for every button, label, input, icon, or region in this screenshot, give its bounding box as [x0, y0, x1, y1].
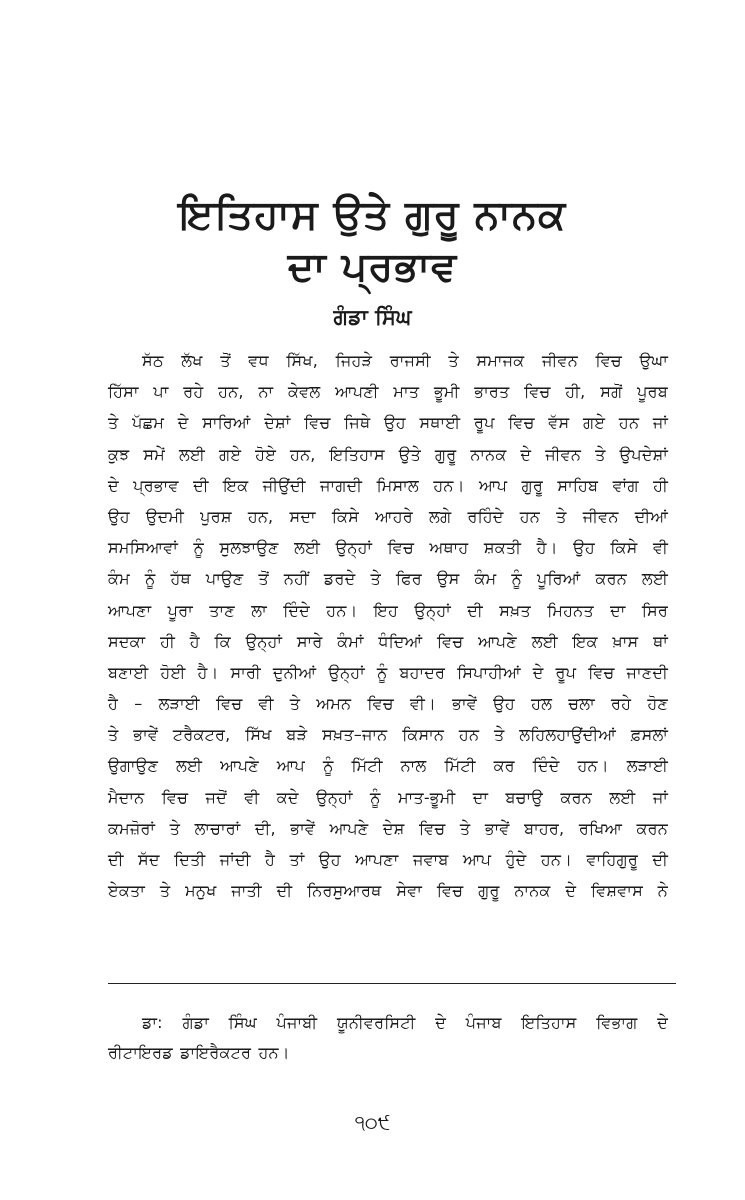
body-line: ਦੀ ਸੱਦ ਦਿਤੀ ਜਾਂਦੀ ਹੈ ਤਾਂ ਉਹ ਆਪਣਾ ਜਵਾਬ ਆਪ ਹੁੰਦੇ ਹਨ। ਵਾਹਿਗੁਰੂ ਦੀ — [108, 850, 668, 869]
footnote — [108, 1008, 668, 1068]
footnote-divider — [108, 983, 676, 984]
body-line: ਮੈਦਾਨ ਵਿਚ ਜਦੋਂ ਵੀ ਕਦੇ ਉਨ੍ਹਾਂ ਨੂੰ ਮਾਤ-ਭੂਮੀ ਦਾ ਬਚਾਉ ਕਰਨ ਲਈ ਜਾਂ — [108, 787, 668, 807]
body-line: ਦੇ ਪ੍ਰਭਾਵ ਦੀ ਇਕ ਜੀਉਂਦੀ ਜਾਗਦੀ ਮਿਸਾਲ ਹਨ। ਆਪ ਗੁਰੂ ਸਾਹਿਬ ਵਾਂਗ ਹੀ — [108, 475, 668, 495]
body-line: ਤੇ ਪੱਛਮ ਦੇ ਸਾਰਿਆਂ ਦੇਸ਼ਾਂ ਵਿਚ ਜਿਥੇ ਉਹ ਸਥਾਈ ਰੂਪ ਵਿਚ ਵੱਸ ਗਏ ਹਨ ਜਾਂ — [108, 413, 668, 433]
body-line: ਉਗਾਉਣ ਲਈ ਆਪਣੇ ਆਪ ਨੂੰ ਮਿੱਟੀ ਨਾਲ ਮਿੱਟੀ ਕਰ ਦਿੰਦੇ ਹਨ। ਲੜਾਈ — [108, 756, 668, 776]
body-line: ਕੁਝ ਸਮੇਂ ਲਈ ਗਏ ਹੋਏ ਹਨ, ਇਤਿਹਾਸ ਉਤੇ ਗੁਰੂ ਨਾਨਕ ਦੇ ਜੀਵਨ ਤੇ ਉਪਦੇਸ਼ਾਂ — [108, 444, 668, 464]
author-name: ਗੰਡਾ ਸਿੰਘ — [333, 305, 412, 329]
body-line: ਆਪਣਾ ਪੂਰਾ ਤਾਣ ਲਾ ਦਿੰਦੇ ਹਨ। ਇਹ ਉਨ੍ਹਾਂ ਦੀ ਸਖ਼ਤ ਮਿਹਨਤ ਦਾ ਸਿਰ — [108, 600, 668, 620]
body-line: ਉਹ ਉਦਮੀ ਪੁਰਸ਼ ਹਨ, ਸਦਾ ਕਿਸੇ ਆਹਰੇ ਲਗੇ ਰਹਿੰਦੇ ਹਨ ਤੇ ਜੀਵਨ ਦੀਆਂ — [108, 506, 668, 526]
body-line: ਸੱਠ ਲੱਖ ਤੋਂ ਵਧ ਸਿੱਖ, ਜਿਹੜੇ ਰਾਜਸੀ ਤੇ ਸਮਾਜਕ ਜੀਵਨ ਵਿਚ ਉਘਾ — [142, 351, 668, 370]
body-line: ਸਦਕਾ ਹੀ ਹੈ ਕਿ ਉਨ੍ਹਾਂ ਸਾਰੇ ਕੰਮਾਂ ਧੰਦਿਆਂ ਵਿਚ ਆਪਣੇ ਲਈ ਇਕ ਖ਼ਾਸ ਥਾਂ — [108, 631, 668, 651]
body-line: ਕੰਮ ਨੂੰ ਹੱਥ ਪਾਉਣ ਤੋਂ ਨਹੀਂ ਡਰਦੇ ਤੇ ਫਿਰ ਉਸ ਕੰਮ ਨੂੰ ਪੂਰਿਆਂ ਕਰਨ ਲਈ — [108, 569, 668, 589]
body-line: ਏਕਤਾ ਤੇ ਮਨੁਖ ਜਾਤੀ ਦੀ ਨਿਰਸੁਆਰਥ ਸੇਵਾ ਵਿਚ ਗੁਰੂ ਨਾਨਕ ਦੇ ਵਿਸ਼ਵਾਸ ਨੇ — [108, 881, 668, 901]
title-line-1: ਇਤਿਹਾਸ ਉਤੇ ਗੁਰੂ ਨਾਨਕ — [178, 192, 567, 238]
body-line: ਹੈ – ਲੜਾਈ ਵਿਚ ਵੀ ਤੇ ਅਮਨ ਵਿਚ ਵੀ। ਭਾਵੇਂ ਉਹ ਹਲ ਚਲਾ ਰਹੇ ਹੋਣ — [108, 694, 668, 714]
body-line: ਕਮਜ਼ੋਰਾਂ ਤੇ ਲਾਚਾਰਾਂ ਦੀ, ਭਾਵੇਂ ਆਪਣੇ ਦੇਸ਼ ਵਿਚ ਤੇ ਭਾਵੇਂ ਬਾਹਰ, ਰਖਿਆ ਕਰਨ — [108, 818, 668, 838]
body-line: ਬਣਾਈ ਹੋਈ ਹੈ। ਸਾਰੀ ਦੁਨੀਆਂ ਉਨ੍ਹਾਂ ਨੂੰ ਬਹਾਦਰ ਸਿਪਾਹੀਆਂ ਦੇ ਰੂਪ ਵਿਚ ਜਾਣਦੀ — [108, 662, 668, 682]
footnote-line: ਰੀਟਾਇਰਡ ਡਾਇਰੈਕਟਰ ਹਨ। — [108, 1043, 290, 1062]
body-line: ਤੇ ਭਾਵੇਂ ਟਰੈਕਟਰ, ਸਿੱਖ ਬੜੇ ਸਖ਼ਤ–ਜਾਨ ਕਿਸਾਨ ਹਨ ਤੇ ਲਹਿਲਹਾਉਂਦੀਆਂ ਫ਼ਸਲਾਂ — [108, 725, 668, 745]
title-line-2: ਦਾ ਪ੍ਰਭਾਵ — [287, 244, 458, 290]
footnote-line: ਡਾ: ਗੰਡਾ ਸਿੰਘ ਪੰਜਾਬੀ ਯੂਨੀਵਰਸਿਟੀ ਦੇ ਪੰਜਾਬ ਇਤਿਹਾਸ ਵਿਭਾਗ ਦੇ — [142, 1013, 668, 1032]
body-line: ਹਿੱਸਾ ਪਾ ਰਹੇ ਹਨ, ਨਾ ਕੇਵਲ ਆਪਣੀ ਮਾਤ ਭੂਮੀ ਭਾਰਤ ਵਿਚ ਹੀ, ਸਗੋਂ ਪੂਰਬ — [108, 382, 668, 402]
page-number: ੧੦੯ — [354, 1112, 391, 1134]
body-line: ਸਮਸਿਆਵਾਂ ਨੂੰ ਸੁਲਝਾਉਣ ਲਈ ਉਨ੍ਹਾਂ ਵਿਚ ਅਥਾਹ ਸ਼ਕਤੀ ਹੈ। ਉਹ ਕਿਸੇ ਵੀ — [108, 538, 668, 558]
body-paragraph — [108, 345, 668, 906]
